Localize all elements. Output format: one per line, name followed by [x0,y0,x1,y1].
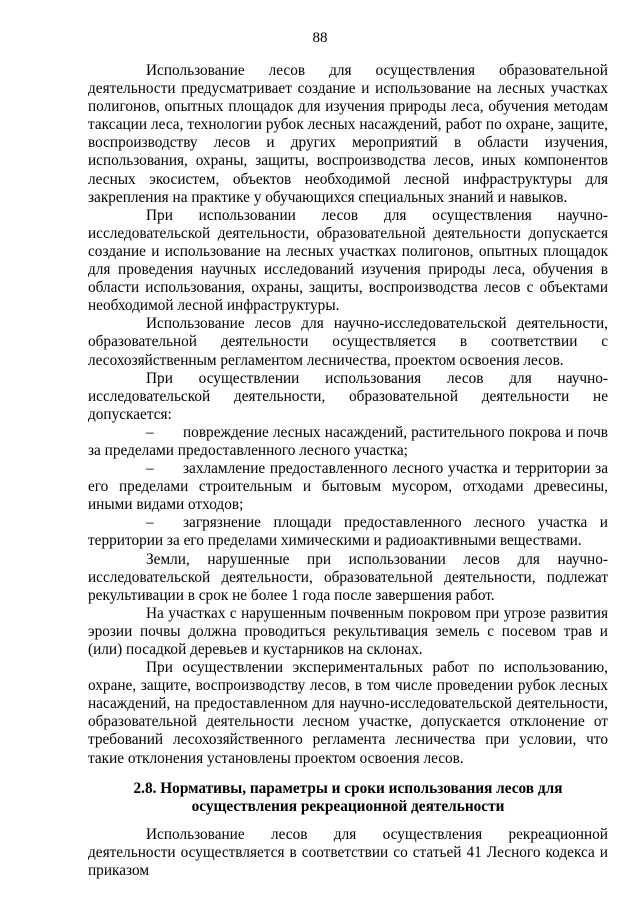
paragraph: На участках с нарушенным почвенным покровом при угрозе развития эрозии почвы должна проводиться рекультивация земель с посевом трав и (или) посадкой деревьев и кустарников на склонах. [88,604,608,658]
document-body [88,62,608,880]
paragraph: Земли, нарушенные при использовании лесов для научно-исследовательской деятельности, образовательной деятельности, подлежат рекультивации в срок не более 1 года после завершения работ. [88,550,608,604]
list-item-text: загрязнение площади предоставленного лесного участка и территории за его пределами химическими и радиоактивными веществами. [88,514,608,550]
paragraph: При осуществлении экспериментальных работ по использованию, охране, защите, воспроизводству лесов, в том числе проведении рубок лесных насаждений, на предоставленном для научно-исследовательской деятельности, образовательной деятельности лесном участке, допускается отклонение от требований лесохозяйственного регламента лесничества при условии, что такие отклонения установлены проектом освоения лесов. [88,659,608,767]
list-dash: – [146,423,154,441]
list-dash: – [146,514,154,532]
section-heading-line: осуществления рекреационной деятельности [191,797,505,815]
list-item [88,460,608,514]
paragraph: При использовании лесов для осуществления научно-исследовательской деятельности, образовательной деятельности допускается создание и использование на лесных участках полигонов, опытных площадок для проведения научных исследований изучения природы леса, обучения в области использования, охраны, защиты, воспроизводства лесов с объектами необходимой лесной инфраструктуры. [88,206,608,315]
section-heading [88,780,608,816]
page-number: 88 [312,30,328,46]
list-item-text: повреждение лесных насаждений, растительного покрова и почв за пределами предоставленного лесного участка; [88,423,608,459]
paragraph: Использование лесов для научно-исследовательской деятельности, образовательной деятельности осуществляется в соответствии с лесохозяйственным регламентом лесничества, проектом освоения лесов. [88,315,608,369]
section-heading-line: 2.8. Нормативы, параметры и сроки использования лесов для [133,779,563,797]
paragraph: Использование лесов для осуществления рекреационной деятельности осуществляется в соответствии со статьей 41 Лесного кодекса и приказом [88,825,608,879]
list-dash: – [146,460,154,478]
paragraph: При осуществлении использования лесов для научно-исследовательской деятельности, образовательной деятельности не допускается: [88,369,608,423]
list-item [88,514,608,550]
list-item-text: захламление предоставленного лесного участка и территории за его пределами строительным и бытовым мусором, отходами древесины, иными видами отходов; [88,460,608,514]
list-item [88,424,608,460]
paragraph: Использование лесов для осуществления образовательной деятельности предусматривает создание и использование на лесных участках полигонов, опытных площадок для изучения природы леса, обучения методам таксации леса, технологии рубок лесных насаждений, работ по охране, защите, воспроизводству лесов и других мероприятий в области изучения, использования, охраны, защиты, воспроизводства лесов, иных компонентов лесных экосистем, объектов необходимой лесной инфраструктуры для закрепления на практике у обучающихся специальных знаний и навыков. [88,62,608,206]
